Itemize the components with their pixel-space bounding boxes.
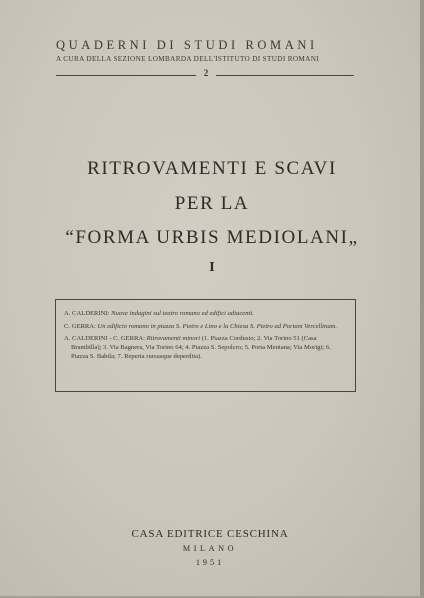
series-title: QUADERNI DI STUDI ROMANI — [56, 38, 318, 52]
series-subtitle: A CURA DELLA SEZIONE LOMBARDA DELL'ISTITUTO DI STUDI ROMANI — [56, 55, 319, 63]
book-title-line-2: PER LA — [174, 193, 250, 214]
entry-work: Nuove indagini sul teatro romano ed edifici adiacenti. — [111, 310, 254, 317]
contents-entry — [64, 334, 347, 361]
entry-author: C. GERRA: — [64, 322, 96, 330]
contents-entry — [64, 309, 347, 318]
book-title-line-3: “FORMA URBIS MEDIOLANI„ — [65, 227, 359, 248]
entry-work: Ritrovamenti minori — [146, 335, 201, 342]
publication-year: 1951 — [195, 558, 225, 567]
entry-work: Un edificio romano in piazza S. Pietro e Lino e la Chiesa S. Pietro ad Portam Vercellinam. — [97, 322, 338, 330]
entry-details: (1. Piazza Cordusio; 2. Via Torino 51 (Casa Brambilla); 3. Via Bagnera, Via Torino 64; 4. Piazza S. Sepolcro; 5. Porta Mentana; Via Morigi; 6. Piazza S. Babila; 7. Reperta rursusque deperdita). — [71, 335, 331, 360]
contents-entry — [64, 322, 347, 331]
entry-author: A. CALDERINI: — [64, 310, 110, 317]
contents-box — [55, 299, 356, 392]
book-title-line-1: RITROVAMENTI E SCAVI — [87, 158, 337, 179]
entry-author: A. CALDERINI - C. GERRA: — [64, 335, 145, 342]
publisher-city: MILANO — [182, 544, 238, 553]
series-number: 2 — [203, 68, 209, 78]
series-rule-right — [216, 75, 354, 76]
volume-number: I — [209, 260, 215, 275]
series-rule-left — [56, 75, 196, 76]
publisher-name: CASA EDITRICE CESCHINA — [131, 528, 289, 540]
